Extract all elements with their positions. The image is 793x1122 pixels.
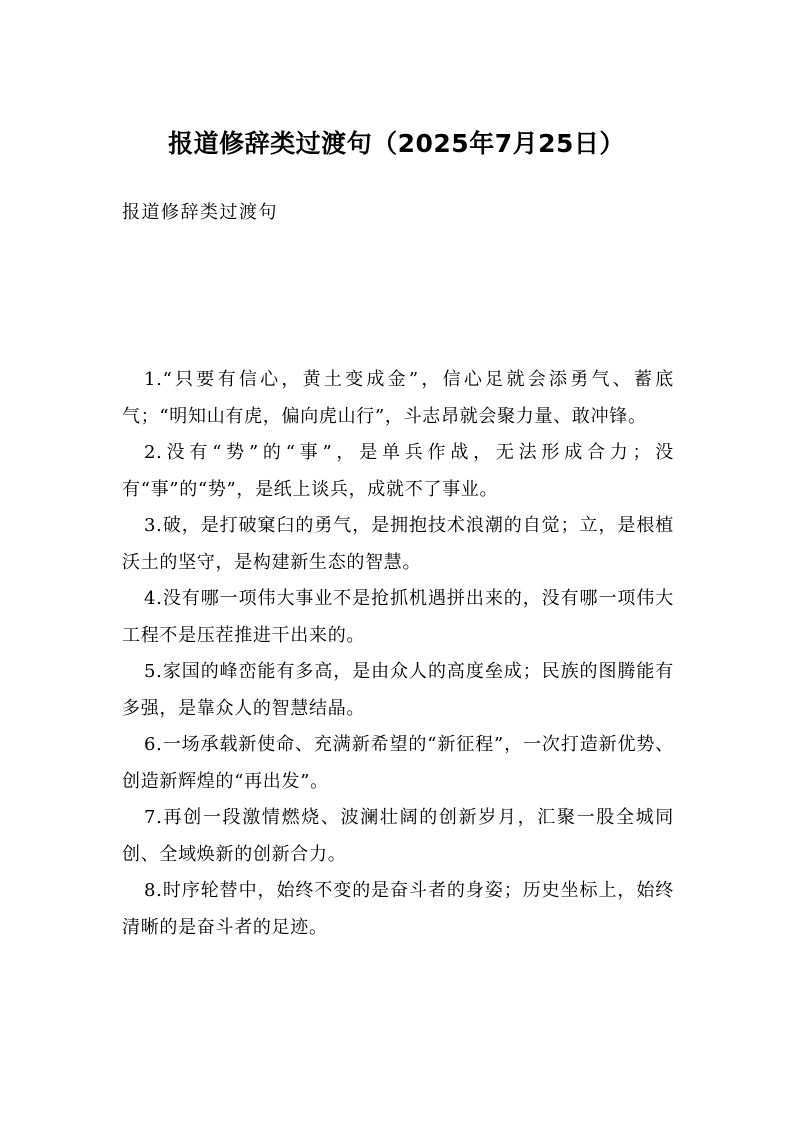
paragraph-8: 8.时序轮替中，始终不变的是奋斗者的身姿；历史坐标上，始终清晰的是奋斗者的足迹。 xyxy=(122,880,674,938)
paragraph-6: 6.一场承载新使命、充满新希望的“新征程”，一次打造新优势、创造新辉煌的“再出发”。 xyxy=(122,734,674,792)
document-body xyxy=(122,362,674,946)
document-subtitle: 报道修辞类过渡句 xyxy=(122,202,278,223)
document-title: 报道修辞类过渡句（2025年7月25日） xyxy=(168,129,625,158)
paragraph-4: 4.没有哪一项伟大事业不是抢抓机遇拼出来的，没有哪一项伟大工程不是压茬推进干出来的。 xyxy=(122,588,674,646)
paragraph-2: 2.没有“势”的“事”，是单兵作战，无法形成合力；没有“事”的“势”，是纸上谈兵，成就不了事业。 xyxy=(122,442,674,500)
paragraph-7: 7.再创一段激情燃烧、波澜壮阔的创新岁月，汇聚一股全城同创、全域焕新的创新合力。 xyxy=(122,807,674,865)
paragraph-3: 3.破，是打破窠臼的勇气，是拥抱技术浪潮的自觉；立，是根植沃土的坚守，是构建新生态的智慧。 xyxy=(122,515,674,573)
paragraph-5: 5.家国的峰峦能有多高，是由众人的高度垒成；民族的图腾能有多强，是靠众人的智慧结晶。 xyxy=(122,661,674,719)
paragraph-1: 1.“只要有信心，黄土变成金”，信心足就会添勇气、蓄底气；“明知山有虎，偏向虎山行”，斗志昂就会聚力量、敢冲锋。 xyxy=(122,369,674,427)
